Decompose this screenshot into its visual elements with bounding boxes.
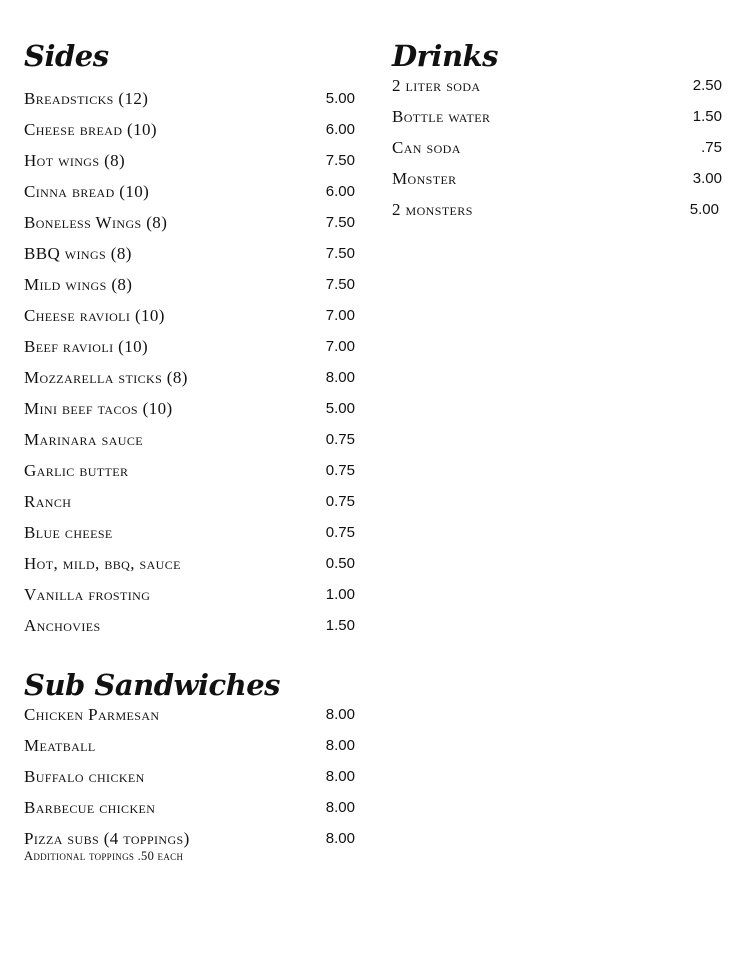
item-price: 8.00 xyxy=(325,369,355,386)
menu-item xyxy=(24,829,355,869)
item-name: Vanilla frosting xyxy=(24,585,151,604)
menu-item xyxy=(24,306,355,337)
item-price: 1.50 xyxy=(692,108,722,125)
menu-item xyxy=(24,399,355,430)
item-price: 5.00 xyxy=(325,90,355,107)
menu-item xyxy=(24,120,355,151)
item-price: 2.50 xyxy=(692,77,722,94)
item-name: Cheese ravioli (10) xyxy=(24,306,165,325)
item-name: Hot wings (8) xyxy=(24,151,126,170)
menu-item xyxy=(24,616,355,647)
item-price: 0.75 xyxy=(325,524,355,541)
item-price: 0.75 xyxy=(325,462,355,479)
subs-list xyxy=(24,705,355,869)
item-price: 8.00 xyxy=(325,799,355,816)
item-name: Pizza subs (4 toppings) xyxy=(24,829,190,848)
item-name: Cheese bread (10) xyxy=(24,120,157,139)
menu-item xyxy=(24,798,355,829)
menu-item xyxy=(24,585,355,616)
item-price: 8.00 xyxy=(325,706,355,723)
menu-item xyxy=(24,767,355,798)
item-price: 3.00 xyxy=(692,170,722,187)
item-price: 8.00 xyxy=(325,737,355,754)
menu-item xyxy=(392,76,722,107)
menu-item xyxy=(24,554,355,585)
item-name: Mild wings (8) xyxy=(24,275,133,294)
menu-item xyxy=(392,169,722,200)
item-name: Bottle water xyxy=(392,107,491,126)
item-name: Boneless Wings (8) xyxy=(24,213,168,232)
menu-item xyxy=(24,213,355,244)
item-name: Cinna bread (10) xyxy=(24,182,150,201)
drinks-list xyxy=(392,76,722,231)
item-name: Chicken Parmesan xyxy=(24,705,160,724)
item-price: 7.50 xyxy=(325,245,355,262)
drinks-heading: Drinks xyxy=(392,39,498,73)
item-name: Beef ravioli (10) xyxy=(24,337,149,356)
item-price: 5.00 xyxy=(325,400,355,417)
item-name: Ranch xyxy=(24,492,72,511)
menu-item xyxy=(24,523,355,554)
item-price: 8.00 xyxy=(325,830,355,847)
item-price: 7.50 xyxy=(325,152,355,169)
item-name: Anchovies xyxy=(24,616,101,635)
item-name: Barbecue chicken xyxy=(24,798,156,817)
item-name: Buffalo chicken xyxy=(24,767,145,786)
menu-item xyxy=(24,337,355,368)
menu-item xyxy=(24,151,355,182)
menu-item xyxy=(24,368,355,399)
item-name: Mini beef tacos (10) xyxy=(24,399,173,418)
item-price: 0.75 xyxy=(325,493,355,510)
item-price: 7.50 xyxy=(325,276,355,293)
item-name: Monster xyxy=(392,169,457,188)
item-name: Meatball xyxy=(24,736,96,755)
item-price: 5.00 xyxy=(689,201,719,218)
item-name: Breadsticks (12) xyxy=(24,89,149,108)
menu-item xyxy=(24,244,355,275)
menu-item xyxy=(24,461,355,492)
menu-item xyxy=(392,200,722,231)
item-price: 7.50 xyxy=(325,214,355,231)
menu-item xyxy=(24,182,355,213)
item-name: 2 liter soda xyxy=(392,76,481,95)
item-name: Can soda xyxy=(392,138,461,157)
toppings-note: Additional toppings .50 each xyxy=(24,849,184,863)
sides-list xyxy=(24,89,355,647)
item-name: Marinara sauce xyxy=(24,430,143,449)
menu-item xyxy=(392,138,722,169)
item-price: 6.00 xyxy=(325,121,355,138)
item-name: Mozzarella sticks (8) xyxy=(24,368,188,387)
item-name: 2 monsters xyxy=(392,200,473,219)
item-name: Garlic butter xyxy=(24,461,129,480)
item-price: 1.00 xyxy=(325,586,355,603)
item-price: 7.00 xyxy=(325,338,355,355)
menu-item xyxy=(24,430,355,461)
item-name: Hot, mild, bbq, sauce xyxy=(24,554,181,573)
menu-item xyxy=(24,89,355,120)
item-price: 6.00 xyxy=(325,183,355,200)
item-price: 0.50 xyxy=(325,555,355,572)
menu-item xyxy=(24,736,355,767)
item-price: 7.00 xyxy=(325,307,355,324)
menu-item xyxy=(24,705,355,736)
item-price: .75 xyxy=(701,139,722,156)
subs-heading: Sub Sandwiches xyxy=(24,668,280,702)
item-price: 0.75 xyxy=(325,431,355,448)
item-price: 8.00 xyxy=(325,768,355,785)
menu-item xyxy=(24,275,355,306)
menu-item xyxy=(24,492,355,523)
sides-heading: Sides xyxy=(24,39,109,73)
item-name: BBQ wings (8) xyxy=(24,244,132,263)
item-price: 1.50 xyxy=(325,617,355,634)
menu-item xyxy=(392,107,722,138)
item-name: Blue cheese xyxy=(24,523,113,542)
